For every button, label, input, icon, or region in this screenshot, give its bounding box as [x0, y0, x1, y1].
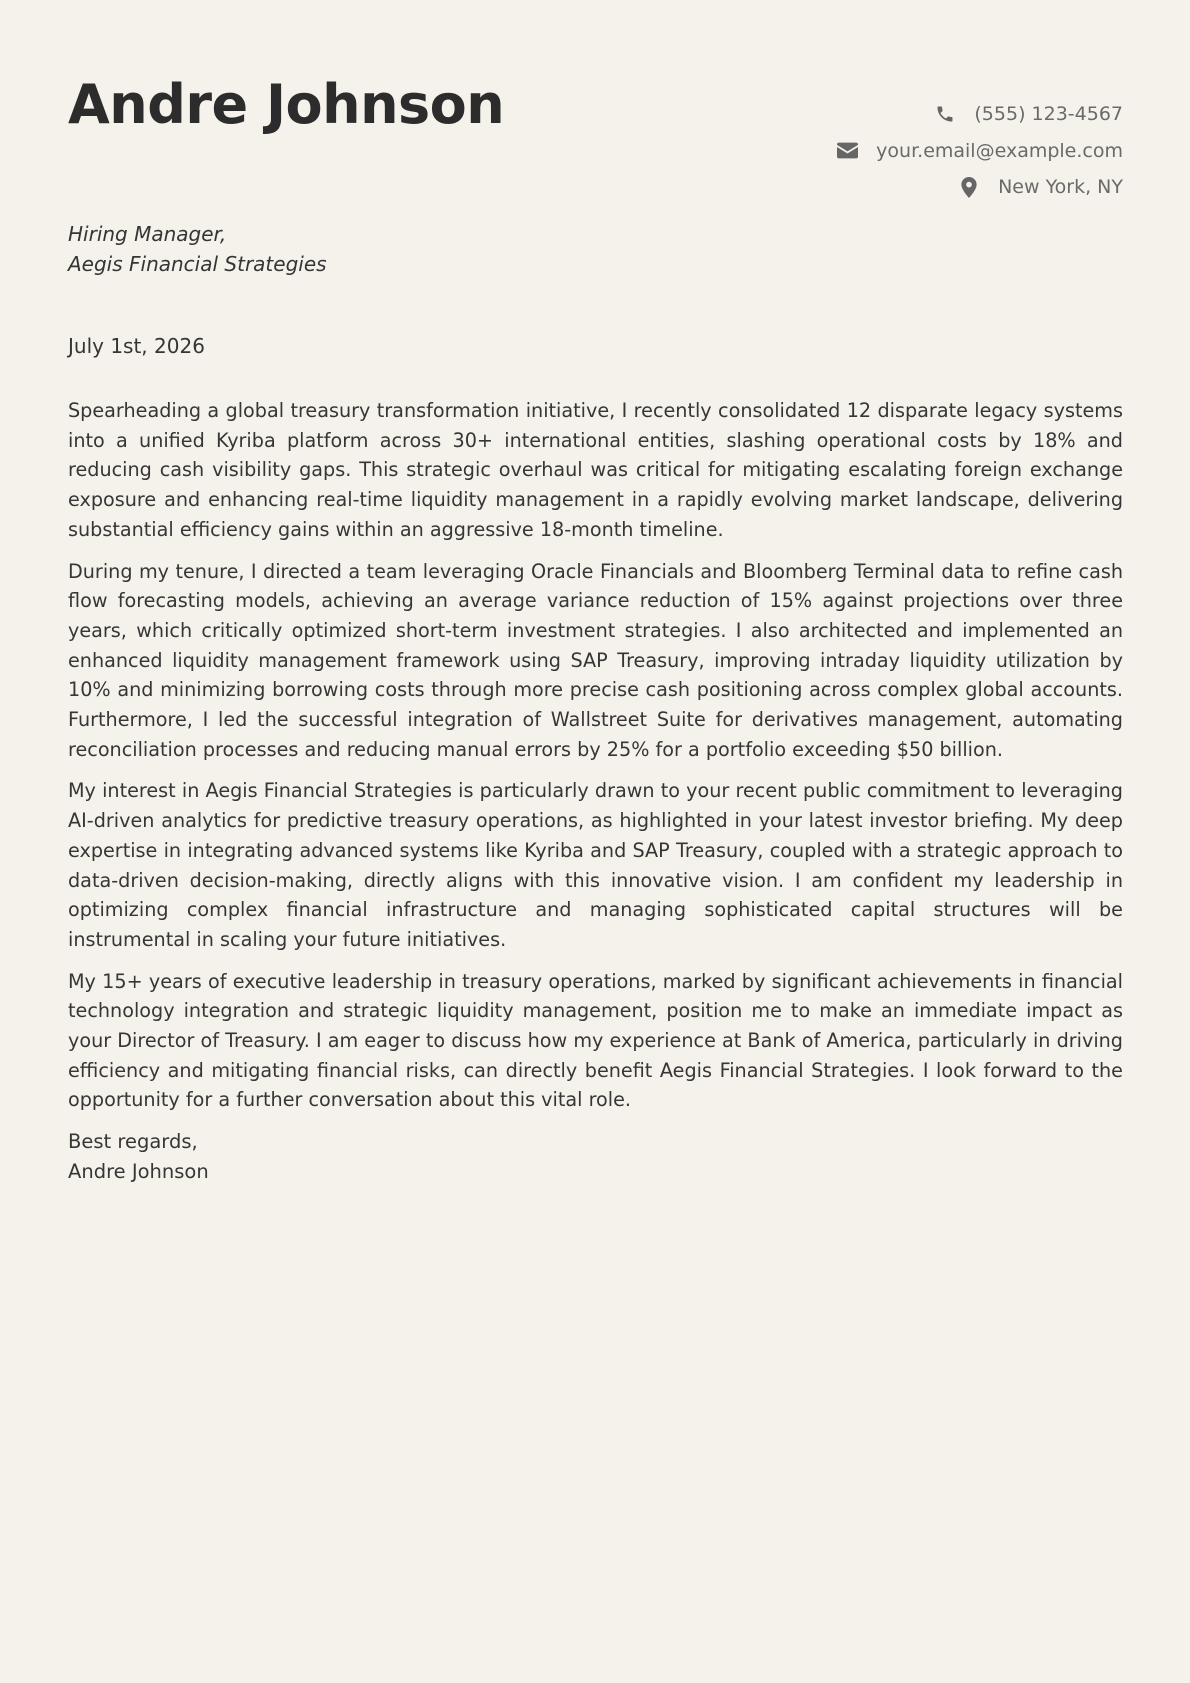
email-text: your.email@example.com [876, 139, 1123, 162]
cover-letter-page [68, 0, 1123, 1683]
body-paragraph: During my tenure, I directed a team leveraging Oracle Financials and Bloomberg Terminal data to refine cash flow forecasting models, achieving an average variance reduction of 15% against projections over three years, which critically optimized short-term investment strategies. I also architected and implemented an enhanced liquidity management framework using SAP Treasury, improving intraday liquidity utilization by 10% and minimizing borrowing costs through more precise cash positioning across complex global accounts. Furthermore, I led the successful integration of Wallstreet Suite for derivatives management, automating reconciliation processes and reducing manual errors by 25% for a portfolio exceeding $50 billion. [68, 559, 1123, 761]
contact-location [836, 169, 1123, 206]
closing-salutation: Best regards, [68, 1130, 198, 1154]
map-pin-icon [958, 176, 980, 198]
closing-signature: Andre Johnson [68, 1159, 209, 1183]
letter-header [68, 0, 1123, 210]
applicant-name: Andre Johnson [68, 73, 505, 136]
phone-icon [934, 103, 956, 125]
envelope-icon [836, 140, 858, 162]
contact-block [836, 96, 1123, 206]
contact-email [836, 133, 1123, 170]
letter-date: July 1st, 2026 [68, 334, 205, 358]
letter-body [68, 396, 1123, 1187]
recipient-block [68, 219, 327, 279]
contact-phone [836, 96, 1123, 133]
body-paragraph: My interest in Aegis Financial Strategies is particularly drawn to your recent public commitment to leveraging AI-driven analytics for predictive treasury operations, as highlighted in your latest investor briefing. My deep expertise in integrating advanced systems like Kyriba and SAP Treasury, coupled with a strategic approach to data-driven decision-making, directly aligns with this innovative vision. I am confident my leadership in optimizing complex financial infrastructure and managing sophisticated capital structures will be instrumental in scaling your future initiatives. [68, 779, 1123, 951]
location-text: New York, NY [998, 176, 1123, 199]
recipient-title: Hiring Manager, [68, 222, 227, 246]
body-paragraph: Spearheading a global treasury transformation initiative, I recently consolidated 12 disparate legacy systems into a unified Kyriba platform across 30+ international entities, slashing operational costs by 18% and reducing cash visibility gaps. This strategic overhaul was critical for mitigating escalating foreign exchange exposure and enhancing real-time liquidity management in a rapidly evolving market landscape, delivering substantial efficiency gains within an aggressive 18-month timeline. [68, 399, 1123, 541]
closing-block [68, 1127, 1123, 1186]
recipient-company: Aegis Financial Strategies [68, 252, 327, 276]
body-paragraph: My 15+ years of executive leadership in treasury operations, marked by significant achievements in financial technology integration and strategic liquidity management, position me to make an immediate impact as your Director of Treasury. I am eager to discuss how my experience at Bank of America, particularly in driving efficiency and mitigating financial risks, can directly benefit Aegis Financial Strategies. I look forward to the opportunity for a further conversation about this vital role. [68, 969, 1123, 1112]
phone-text: (555) 123-4567 [974, 103, 1123, 126]
